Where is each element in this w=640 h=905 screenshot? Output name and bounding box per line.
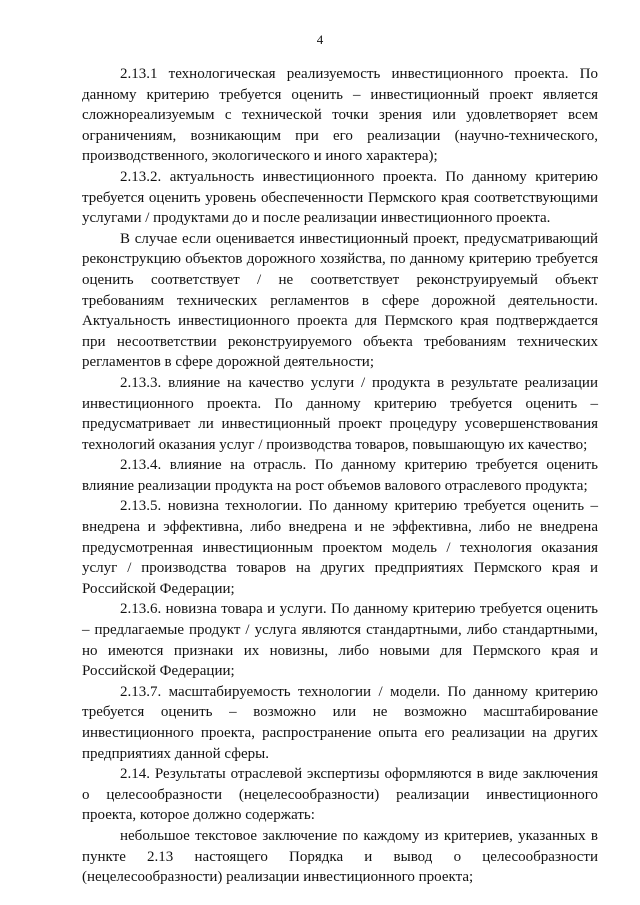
paragraph-2-13-2: 2.13.2. актуальность инвестиционного проекта. По данному критерию требуется оценить уровень обеспеченности Пермского края соответствующими услугами / продуктами до и после реализации инвестиционного проекта. (82, 168, 598, 227)
paragraph-2-13-7: 2.13.7. масштабируемость технологии / модели. По данному критерию требуется оценить – возможно или не возможно масштабирование инвестиционного проекта, распространение опыта его реализации на других предприятиях данной сферы. (82, 683, 598, 762)
document-body (82, 64, 598, 888)
paragraph-road-reconstruction: В случае если оценивается инвестиционный проект, предусматривающий реконструкцию объектов дорожного хозяйства, по данному критерию требуется оценить соответствует / не соответствует реконструируемый объект требованиям технических регламентов в сфере дорожной деятельности. Актуальность инвестиционного проекта для Пермского края подтверждается при несоответствии реконструируемого объекта требованиям технических регламентов в сфере дорожной деятельности; (82, 230, 598, 371)
paragraph-conclusion-item: небольшое текстовое заключение по каждому из критериев, указанных в пункте 2.13 настоящего Порядка и вывод о целесообразности (нецелесообразности) реализации инвестиционного проекта; (82, 827, 598, 886)
page-number: 4 (316, 32, 324, 47)
paragraph-2-13-1: 2.13.1 технологическая реализуемость инвестиционного проекта. По данному критерию требуется оценить – инвестиционный проект является сложнореализуемым с технической точки зрения или удовлетворяет всем ограничениям, возникающим при его реализации (научно-технического, производственного, экологического и иного характера); (82, 66, 598, 165)
paragraph-2-13-6: 2.13.6. новизна товара и услуги. По данному критерию требуется оценить – предлагаемые продукт / услуга являются стандартными, либо стандартными, но имеются признаки их новизны, либо новыми для Пермского края и Российской Федерации; (82, 601, 598, 680)
paragraph-2-14: 2.14. Результаты отраслевой экспертизы оформляются в виде заключения о целесообразности (нецелесообразности) реализации инвестиционного проекта, которое должно содержать: (82, 766, 598, 824)
paragraph-2-13-3: 2.13.3. влияние на качество услуги / продукта в результате реализации инвестиционного проекта. По данному критерию требуется оценить – предусматривает ли инвестиционный проект процедуру усовершенствования технологий оказания услуг / производства товаров, повышающую их качество; (82, 374, 598, 453)
paragraph-2-13-4: 2.13.4. влияние на отрасль. По данному критерию требуется оценить влияние реализации продукта на рост объемов валового отраслевого продукта; (82, 457, 598, 494)
paragraph-2-13-5: 2.13.5. новизна технологии. По данному критерию требуется оценить – внедрена и эффективна, либо внедрена и не эффективна, либо не внедрена предусмотренная инвестиционным проектом модель / технология оказания услуг / производства товаров на других предприятиях Пермского края и Российской Федерации; (82, 498, 598, 597)
